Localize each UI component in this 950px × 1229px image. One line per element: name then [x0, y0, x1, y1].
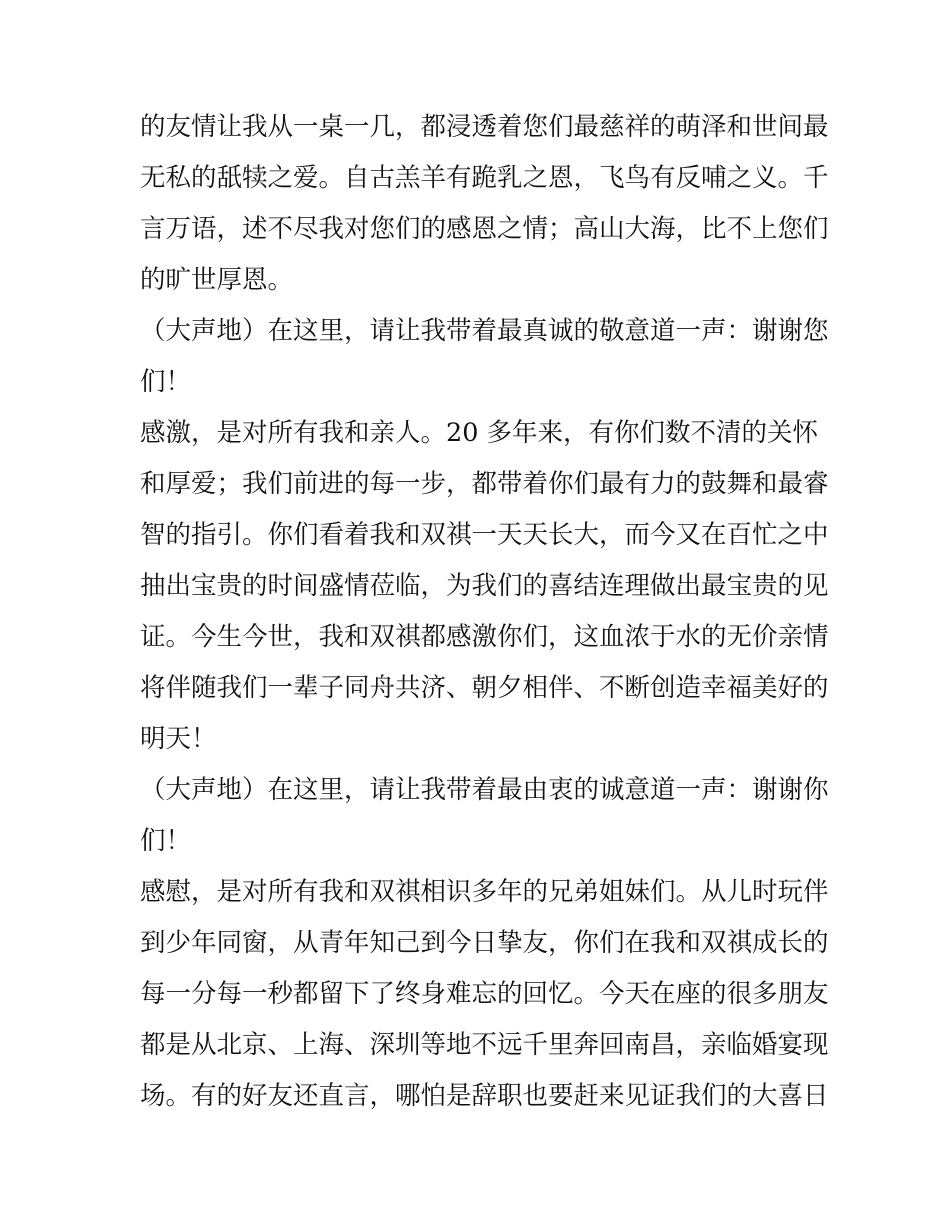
paragraph-thanks-parents: [140, 306, 829, 408]
text-line: 的旷世厚恩。: [140, 265, 294, 295]
text-line: 将伴随我们一辈子同舟共济、朝夕相伴、不断创造幸福美好的: [140, 673, 829, 703]
text-line: 都是从北京、上海、深圳等地不远千里奔回南昌，亲临婚宴现: [140, 1030, 829, 1060]
text-line: 证。今生今世，我和双祺都感激你们，这血浓于水的无价亲情: [140, 622, 829, 652]
text-line: 们！: [140, 367, 192, 397]
text-line: 无私的舐犊之爱。自古羔羊有跪乳之恩，飞鸟有反哺之义。千: [140, 163, 829, 193]
paragraph-gratitude-parents: [140, 102, 829, 306]
text-line: 和厚爱；我们前进的每一步，都带着你们最有力的鼓舞和最睿: [140, 469, 829, 499]
text-line: 感慰，是对所有我和双祺相识多年的兄弟姐妹们。从儿时玩伴: [140, 877, 829, 907]
document-body: [140, 102, 829, 1122]
paragraph-thanks-relatives: [140, 765, 829, 867]
text-line: 到少年同窗，从青年知己到今日挚友，你们在我和双祺成长的: [140, 928, 829, 958]
text-line: 每一分每一秒都留下了终身难忘的回忆。今天在座的很多朋友: [140, 979, 829, 1009]
text-line: 智的指引。你们看着我和双祺一天天长大，而今又在百忙之中: [140, 520, 829, 550]
text-line: 言万语，述不尽我对您们的感恩之情；高山大海，比不上您们: [140, 214, 829, 244]
text-line: 们！: [140, 826, 192, 856]
text-line: 抽出宝贵的时间盛情莅临，为我们的喜结连理做出最宝贵的见: [140, 571, 829, 601]
text-line: 明天！: [140, 724, 217, 754]
text-line: 的友情让我从一桌一几，都浸透着您们最慈祥的萌泽和世间最: [140, 112, 829, 142]
paragraph-gratitude-friends: [140, 867, 829, 1122]
text-line: 场。有的好友还直言，哪怕是辞职也要赶来见证我们的大喜日: [140, 1081, 829, 1111]
paragraph-gratitude-relatives: [140, 408, 829, 765]
text-line: （大声地）在这里，请让我带着最由衷的诚意道一声：谢谢你: [140, 775, 829, 805]
text-line: 感激，是对所有我和亲人。20 多年来，有你们数不清的关怀: [140, 418, 819, 448]
text-line: （大声地）在这里，请让我带着最真诚的敬意道一声：谢谢您: [140, 316, 829, 346]
